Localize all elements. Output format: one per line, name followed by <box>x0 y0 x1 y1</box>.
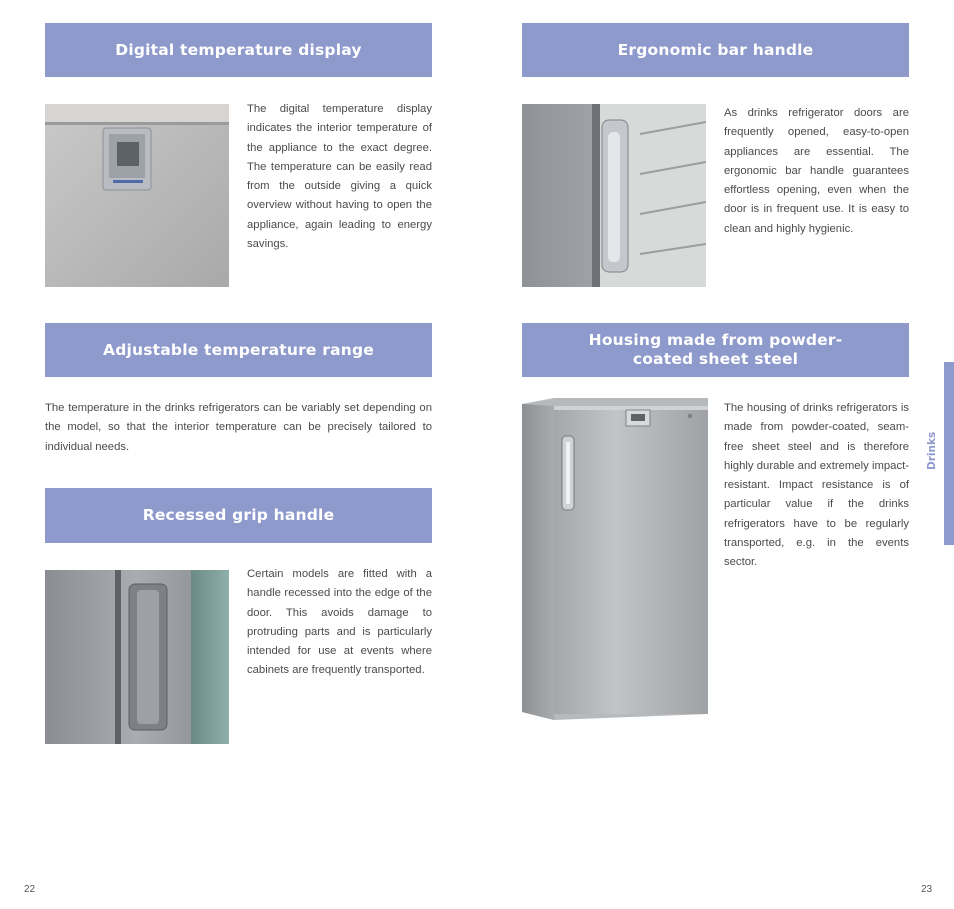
section-title: Ergonomic bar handle <box>617 40 814 59</box>
section-title: Recessed grip handle <box>142 506 335 524</box>
ergonomic-description: As drinks refrigerator doors are frequently opened, easy-to-open appliances are essential. The ergonomic bar handle guarantees effortless opening, even when the door is in frequent use. It is easy to clean and highly hygienic. <box>724 107 909 235</box>
page-number-left: 22 <box>24 884 36 895</box>
bar-handle-photo <box>522 104 706 287</box>
recessed-description: Certain models are fitted with a handle recessed into the edge of the door. This avoids damage to protruding parts and is particularly intended for use at events where cabinets are frequently transported. <box>247 568 432 677</box>
adjustable-description: The temperature in the drinks refrigerators can be variably set depending on the model, so that the interior temperature can be precisely tailored to individual needs. <box>45 402 432 453</box>
section-title-line1: Housing made from powder- <box>588 331 843 349</box>
section-title: Digital temperature display <box>115 40 362 59</box>
section-tab <box>944 362 954 545</box>
section-tab-label: Drinks <box>926 431 938 470</box>
refrigerator-photo <box>522 398 708 723</box>
section-header-ergonomic <box>522 23 909 77</box>
section-header-housing <box>522 323 909 377</box>
section-header-digital <box>45 23 432 77</box>
digital-display-photo <box>45 104 229 287</box>
section-title-line2: coated sheet steel <box>632 350 799 368</box>
section-header-adjustable <box>45 323 432 377</box>
page-number-right: 23 <box>921 884 933 895</box>
section-title: Adjustable temperature range <box>103 340 374 359</box>
digital-description: The digital temperature display indicates the interior temperature of the appliance to the exact degree. The temperature can be easily read from the outside giving a quick overview without having to open the appliance, again leading to energy savings. <box>247 103 432 251</box>
recessed-handle-photo <box>45 570 229 744</box>
section-header-recessed <box>45 488 432 543</box>
housing-description: The housing of drinks refrigerators is made from powder-coated, seam-free sheet steel and is therefore highly durable and extremely impact-resistant. Impact resistance is of particular value if the drinks refrigerators have to be regularly transported, e.g. in the events sector. <box>724 402 909 569</box>
